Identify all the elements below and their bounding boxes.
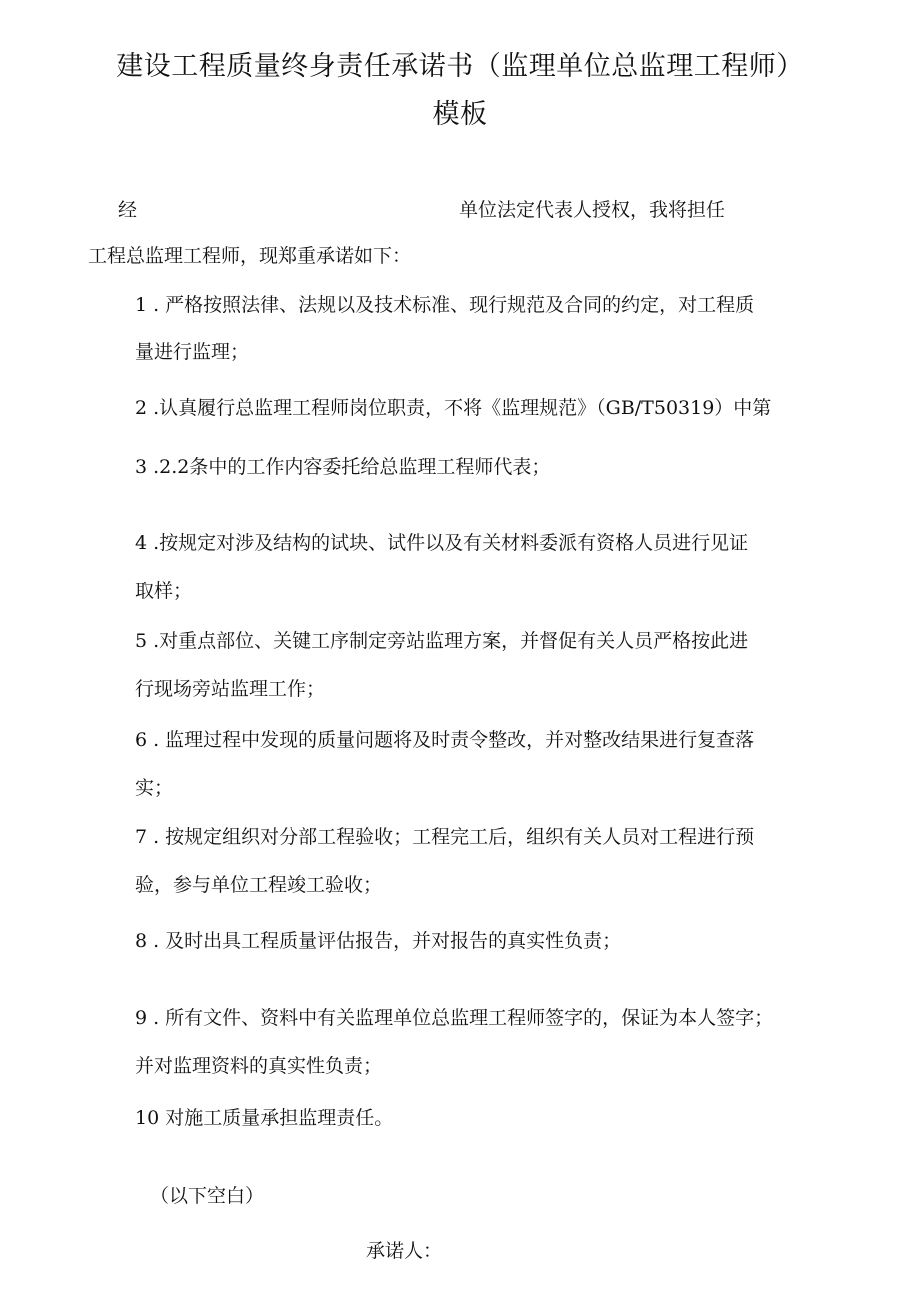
intro-line1 [118, 197, 725, 223]
item-6-line2: 实； [135, 777, 174, 799]
item-text: . 及时出具工程质量评估报告，并对报告的真实性负责； [153, 930, 622, 952]
item-number: 10 [135, 1107, 160, 1129]
document-title-line1: 建设工程质量终身责任承诺书（监理单位总监理工程师） [116, 51, 804, 82]
item-text: .对重点部位、关键工序制定旁站监理方案，并督促有关人员严格按此进 [153, 630, 749, 652]
item-7-line2: 验，参与单位工程竣工验收； [135, 874, 383, 896]
item-number: 2 [135, 397, 148, 419]
item-number: 3 [135, 456, 148, 478]
item-8-line1 [135, 928, 621, 954]
item-number: 1 [135, 294, 148, 316]
item-text: .认真履行总监理工程师岗位职责，不将《监理规范》（GB/T50319）中第 [153, 397, 772, 419]
item-9-line1 [135, 1005, 773, 1031]
item-6-line1 [135, 727, 754, 753]
intro-line2: 工程总监理工程师，现郑重承诺如下： [88, 245, 412, 267]
item-text: 对施工质量承担监理责任。 [165, 1107, 394, 1129]
item-7-line1 [135, 824, 754, 850]
item-number: 8 [135, 930, 148, 952]
intro-middle: 单位法定代表人授权，我将担任 [459, 199, 726, 221]
item-4-line2: 取样； [135, 580, 193, 602]
item-text: .2.2条中的工作内容委托给总监理工程师代表； [153, 456, 551, 478]
item-text: . 按规定组织对分部工程验收；工程完工后，组织有关人员对工程进行预 [153, 826, 755, 848]
item-text: . 严格按照法律、法规以及技术标准、现行规范及合同的约定，对工程质 [153, 294, 755, 316]
item-text: . 监理过程中发现的质量问题将及时责令整改，并对整改结果进行复查落 [153, 729, 755, 751]
blank-note: （以下空白） [150, 1185, 265, 1207]
item-10-line1 [135, 1105, 393, 1131]
item-number: 6 [135, 729, 148, 751]
item-3-line1 [135, 454, 550, 480]
item-text: .按规定对涉及结构的试块、试件以及有关材料委派有资格人员进行见证 [153, 532, 749, 554]
item-9-line2: 并对监理资料的真实性负责； [135, 1055, 383, 1077]
intro-prefix: 经 [118, 199, 138, 221]
item-number: 4 [135, 532, 148, 554]
item-number: 5 [135, 630, 148, 652]
item-number: 9 [135, 1007, 148, 1029]
item-2-line1 [135, 395, 771, 421]
item-number: 7 [135, 826, 148, 848]
item-5-line1 [135, 628, 748, 654]
signature-label: 承诺人： [366, 1240, 443, 1262]
item-5-line2: 行现场旁站监理工作； [135, 678, 326, 700]
item-4-line1 [135, 530, 748, 556]
item-1-line2: 量进行监理； [135, 341, 250, 363]
item-text: . 所有文件、资料中有关监理单位总监理工程师签字的，保证为本人签字； [153, 1007, 774, 1029]
document-title-line2: 模板 [432, 99, 488, 130]
item-1-line1 [135, 292, 754, 318]
